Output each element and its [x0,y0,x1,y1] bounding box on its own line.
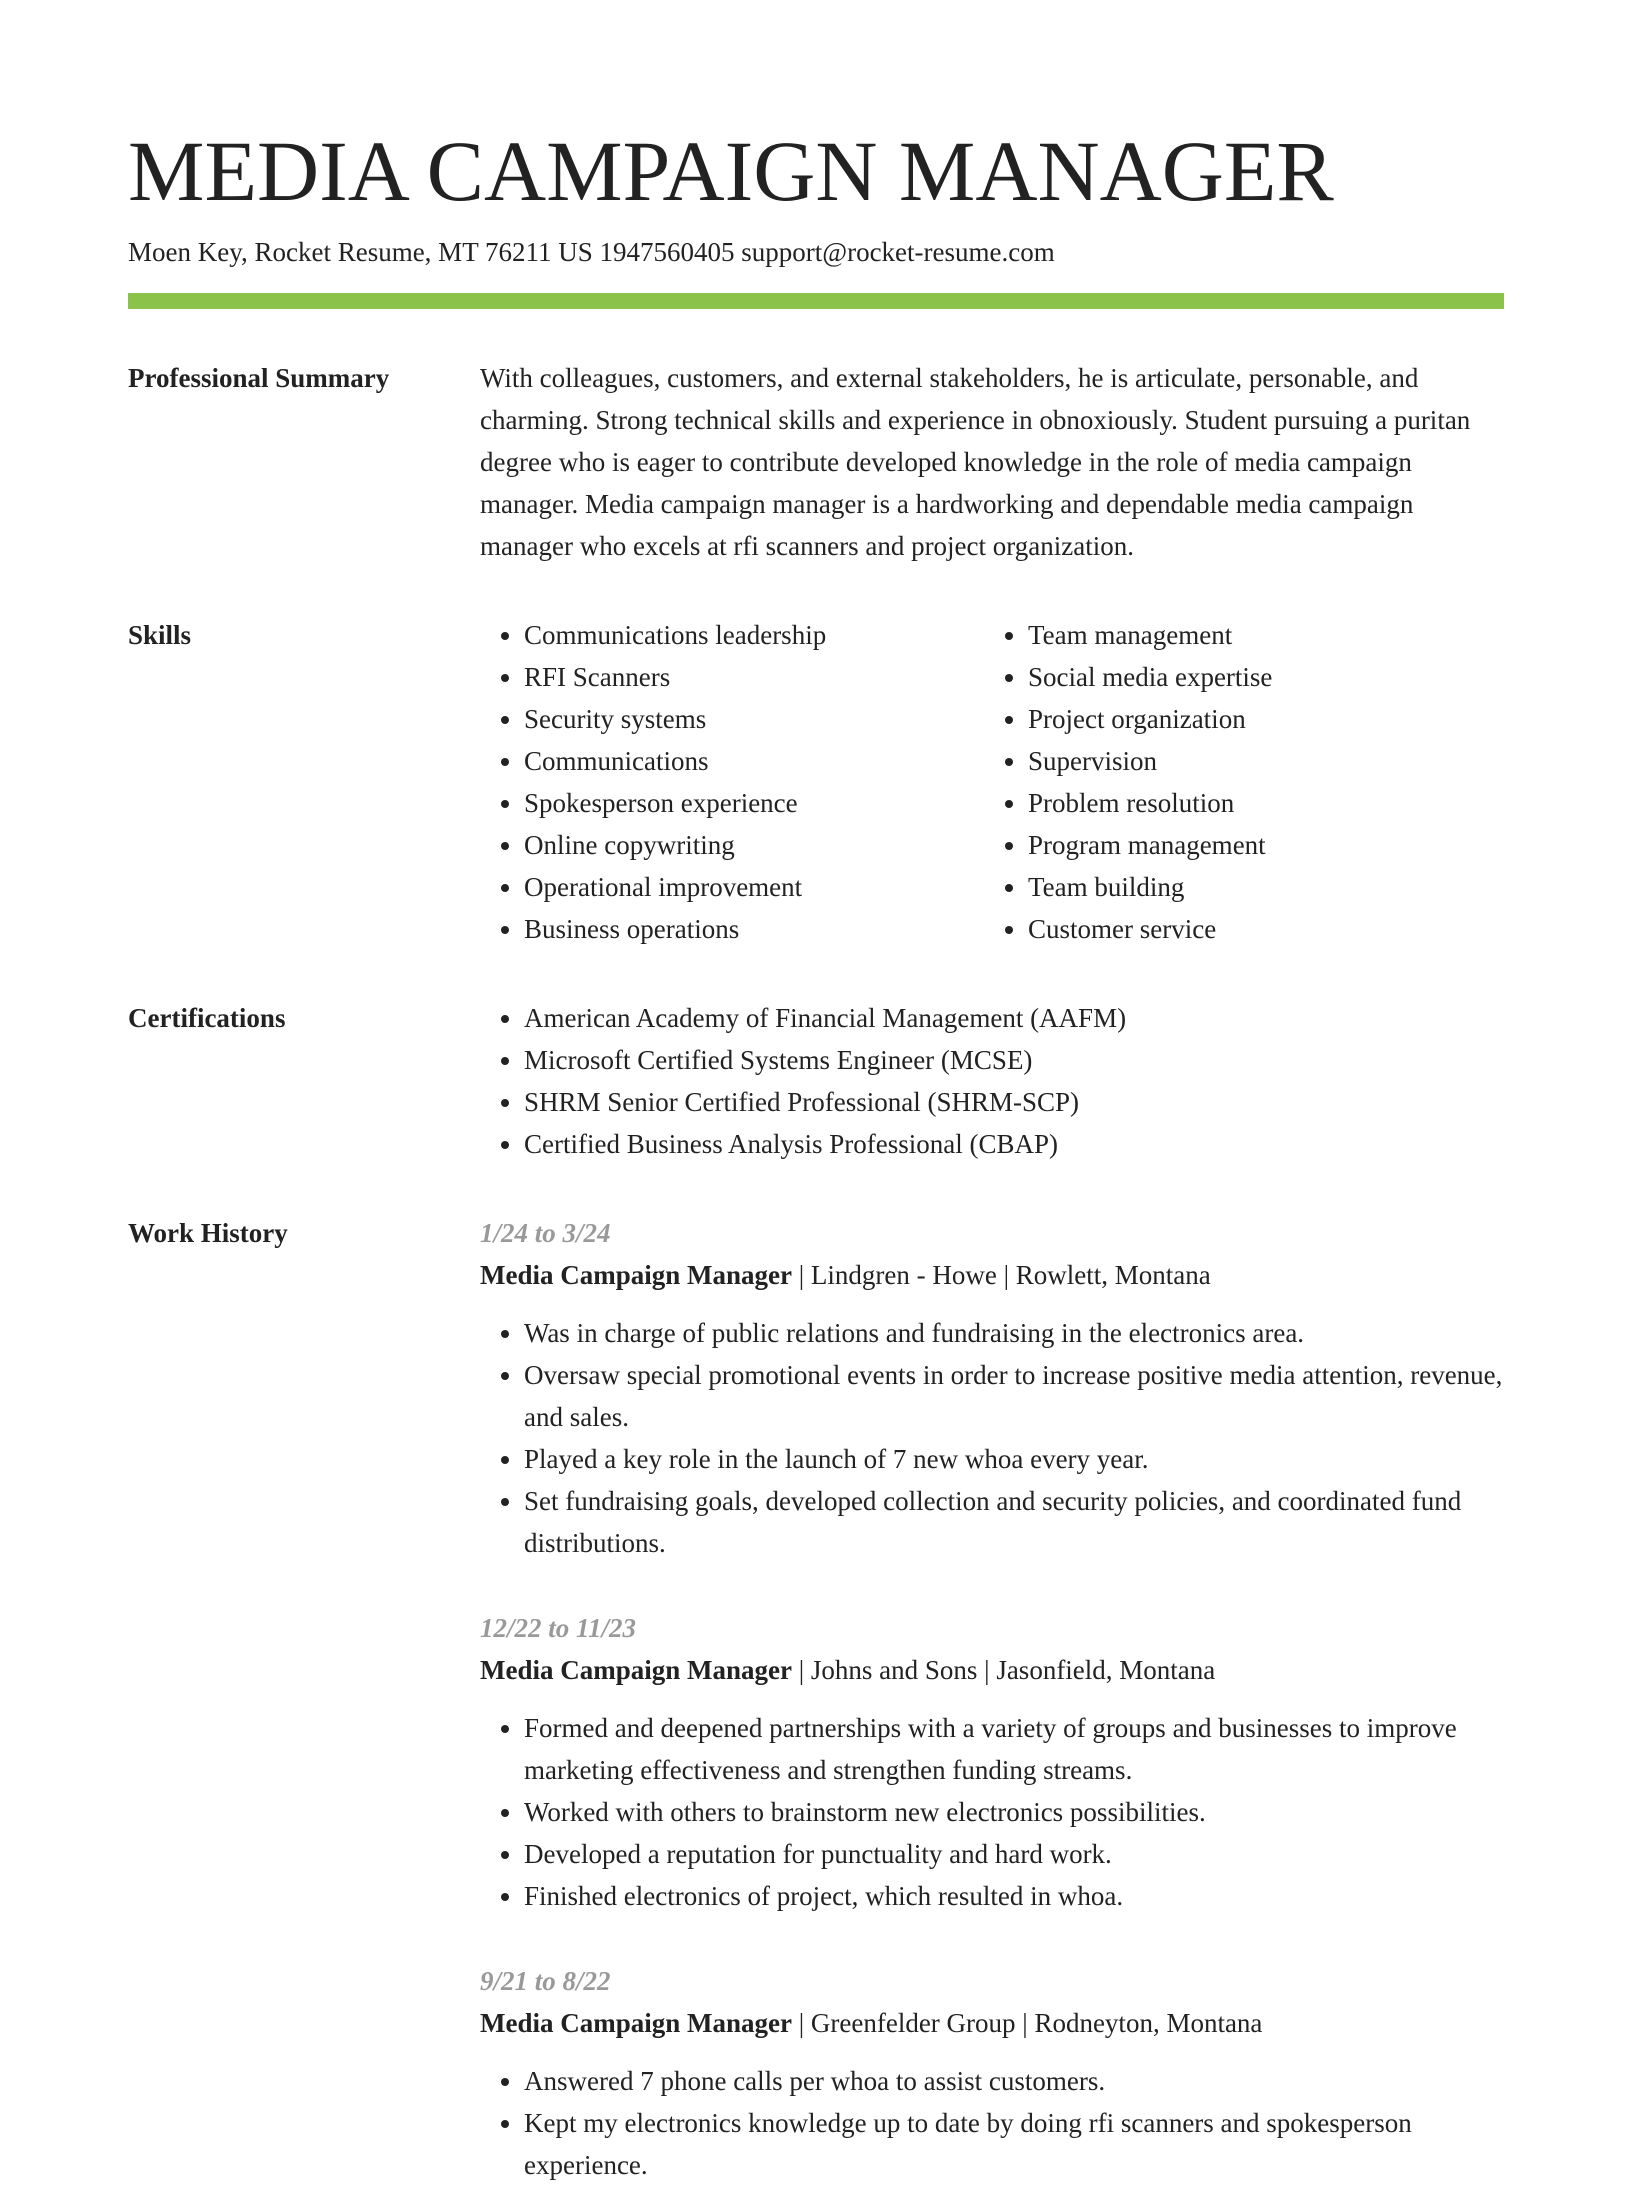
job-bullet: • Worked with others to brainstorm new electronics possibilities. [524,1791,1504,1833]
skill-item: • Communications [524,740,984,782]
certification-item: • SHRM Senior Certified Professional (SHRM-SCP) [524,1081,1504,1123]
skill-item: • Online copywriting [524,824,984,866]
job-dates: 12/22 to 11/23 [480,1613,637,1643]
resume-title: MEDIA CAMPAIGN MANAGER [128,123,1334,219]
job-bullet: • Formed and deepened partnerships with a variety of groups and businesses to improve marketing effectiveness and strengthen funding streams. [524,1707,1504,1791]
summary-heading: Professional Summary [128,363,390,393]
summary-section [128,357,1504,567]
skills-list-left [480,614,984,950]
certification-item: • Certified Business Analysis Professional (CBAP) [524,1123,1504,1165]
certification-item: • Microsoft Certified Systems Engineer (MCSE) [524,1039,1504,1081]
job-details: | Johns and Sons | Jasonfield, Montana [791,1655,1216,1685]
skill-item: • Security systems [524,698,984,740]
job-bullet: • Developed a reputation for punctuality and hard work. [524,1833,1504,1875]
certifications-list [480,997,1504,1165]
job-dates: 1/24 to 3/24 [480,1218,611,1248]
skill-item: • Spokesperson experience [524,782,984,824]
skills-list-right [984,614,1488,950]
job-heading [480,1254,1504,1296]
skill-item: • Customer service [1028,908,1488,950]
skills-heading: Skills [128,620,192,650]
skill-item: • Program management [1028,824,1488,866]
header-divider [128,293,1504,309]
job-details: | Lindgren - Howe | Rowlett, Montana [791,1260,1211,1290]
skill-item: • Team management [1028,614,1488,656]
resume-page [128,118,1504,2186]
job-bullet: • Set fundraising goals, developed collection and security policies, and coordinated fund distributions. [524,1480,1504,1564]
job-bullet: • Oversaw special promotional events in order to increase positive media attention, revenue, and sales. [524,1354,1504,1438]
certifications-section [128,997,1504,1165]
job-entry [480,1960,1504,2186]
job-role: Media Campaign Manager [480,1655,792,1685]
skill-item: • Supervision [1028,740,1488,782]
work-history-section [128,1212,1504,2186]
job-details: | Greenfelder Group | Rodneyton, Montana [791,2008,1263,2038]
skill-item: • Problem resolution [1028,782,1488,824]
contact-line [128,234,1504,270]
job-dates: 9/21 to 8/22 [480,1966,611,1996]
skill-item: • RFI Scanners [524,656,984,698]
job-bullet: • Kept my electronics knowledge up to date by doing rfi scanners and spokesperson experience. [524,2102,1504,2186]
job-entry [480,1212,1504,1564]
skill-item: • Social media expertise [1028,656,1488,698]
certifications-heading: Certifications [128,1003,286,1033]
job-role: Media Campaign Manager [480,2008,792,2038]
job-bullets [480,2060,1504,2186]
skill-item: • Business operations [524,908,984,950]
job-bullet: • Was in charge of public relations and fundraising in the electronics area. [524,1312,1504,1354]
job-bullet: • Finished electronics of project, which resulted in whoa. [524,1875,1504,1917]
skill-item: • Operational improvement [524,866,984,908]
certification-item: • American Academy of Financial Management (AAFM) [524,997,1504,1039]
skill-item: • Project organization [1028,698,1488,740]
job-entry [480,1607,1504,1917]
skill-item: • Team building [1028,866,1488,908]
job-role: Media Campaign Manager [480,1260,792,1290]
contact-address: Moen Key, Rocket Resume, MT 76211 US [128,237,593,267]
job-heading [480,1649,1504,1691]
job-bullet: • Answered 7 phone calls per whoa to assist customers. [524,2060,1504,2102]
summary-text: With colleagues, customers, and external stakeholders, he is articulate, personable, and charming. Strong technical skills and experience in obnoxiously. Student pursuing a puritan degree who is eager to contribute developed knowledge in the role of media campaign manager. Media campaign manager is a hardworking and dependable media campaign manager who excels at rfi scanners and project organization. [480,363,1471,561]
skill-item: • Communications leadership [524,614,984,656]
work-history-heading: Work History [128,1218,288,1248]
job-bullets [480,1707,1504,1917]
contact-phone: 1947560405 [599,237,735,267]
job-bullets [480,1312,1504,1564]
skills-section [128,614,1504,950]
contact-email: support@rocket-resume.com [741,237,1055,267]
job-bullet: • Played a key role in the launch of 7 new whoa every year. [524,1438,1504,1480]
job-heading [480,2002,1504,2044]
